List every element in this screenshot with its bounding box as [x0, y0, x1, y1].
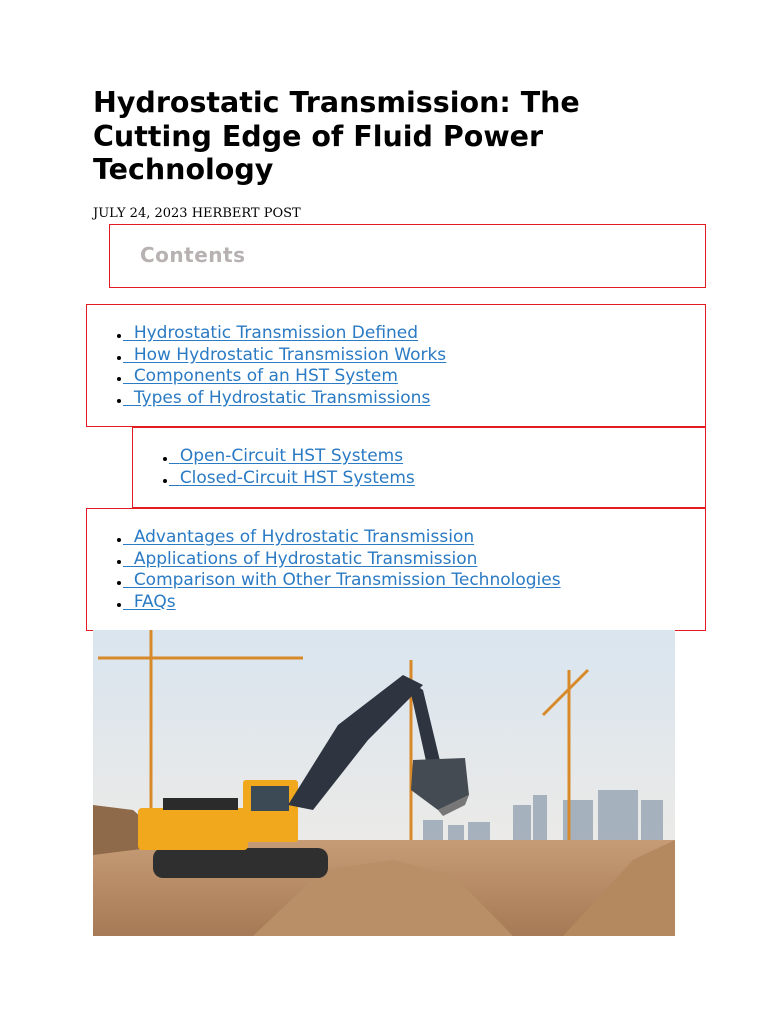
excavator-photo: [93, 630, 675, 936]
toc-heading-box: [109, 224, 706, 288]
toc-group-2: [132, 427, 706, 508]
toc-link-advantages[interactable]: Advantages of Hydrostatic Transmission: [133, 527, 475, 547]
toc-link-open-circuit[interactable]: Open-Circuit HST Systems: [179, 446, 404, 466]
bullet-icon: [117, 399, 121, 403]
bullet-icon: [117, 334, 121, 338]
toc-link-faqs[interactable]: FAQs: [133, 591, 176, 612]
toc-link-comparison[interactable]: Comparison with Other Transmission Technologies: [133, 570, 561, 590]
toc-heading: Contents: [140, 243, 246, 267]
toc-link-types[interactable]: Types of Hydrostatic Transmissions: [133, 387, 431, 408]
toc-group-1: [86, 304, 706, 427]
bullet-icon: [163, 457, 167, 461]
bullet-icon: [117, 560, 121, 564]
toc-link-closed-circuit[interactable]: Closed-Circuit HST Systems: [179, 467, 415, 488]
bullet-icon: [117, 356, 121, 360]
bullet-icon: [117, 538, 121, 542]
toc-group-3: [86, 508, 706, 631]
bullet-icon: [117, 603, 121, 607]
article-meta: JULY 24, 2023 HERBERT POST: [93, 206, 301, 221]
toc-link-hst-defined[interactable]: Hydrostatic Transmission Defined: [133, 323, 419, 343]
toc-link-applications[interactable]: Applications of Hydrostatic Transmission: [133, 548, 478, 569]
toc-link-components[interactable]: Components of an HST System: [133, 366, 398, 386]
bullet-icon: [117, 377, 121, 381]
bullet-icon: [163, 479, 167, 483]
bullet-icon: [117, 581, 121, 585]
article-title: Hydrostatic Transmission: The Cutting Edge of Fluid Power Technology: [93, 86, 580, 186]
toc-link-how-hst-works[interactable]: How Hydrostatic Transmission Works: [133, 344, 447, 365]
